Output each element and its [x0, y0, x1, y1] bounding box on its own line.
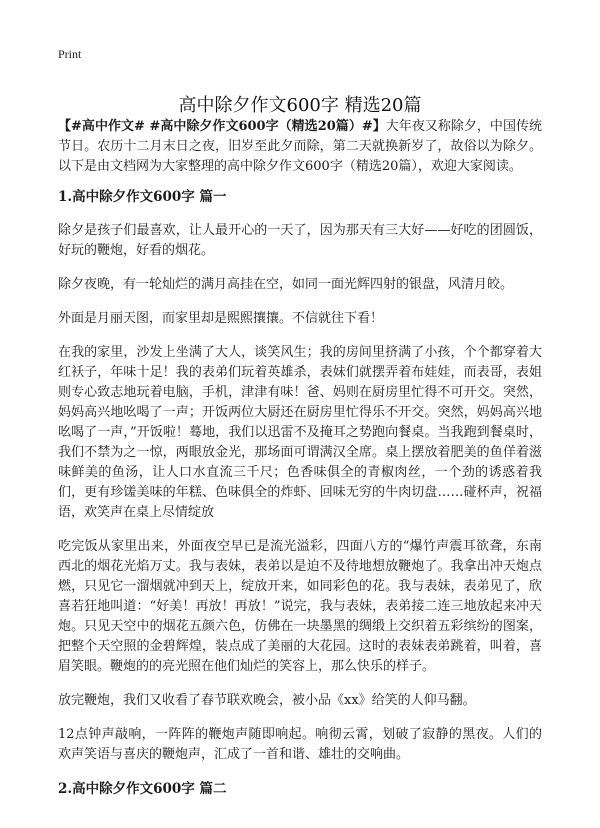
paragraph-1: 除夕是孩子们最喜欢，让人最开心的一天了，因为那天有三大好——好吃的团圆饭，好玩的鞭炮，好看的烟花。 [58, 223, 542, 258]
paragraph-6: 放完鞭炮，我们又收看了春节联欢晚会，被小品《xx》给笑的人仰马翻。 [58, 693, 476, 708]
page-title: 高中除夕作文600字 精选20篇 [178, 95, 422, 117]
paragraph-7: 12点钟声敲响，一阵阵的鞭炮声随即响起。响彻云霄，划破了寂静的黑夜。人们的欢声笑语与喜庆的鞭炮声，汇成了一首和谐、雄壮的交响曲。 [58, 727, 542, 762]
paragraph-5: 吃完饭从家里出来，外面夜空早已是流光溢彩，四面八方的“爆竹声震耳欲聋，东南西北的烟花光焰万丈。我与表妹，表弟以是迫不及待地想放鞭炮了。我拿出冲天炮点燃，只见它一溜烟就冲到天上，绽放开来，如同彩色的花。我与表妹，表弟见了，欣喜若狂地叫道：“好美！再放！再放！”说完，我与表妹，表弟接二连三地放起来冲天炮。只见天空中的烟花五颜六色，仿佛在一块墨黑的绸缎上交织着五彩缤纷的图案，把整个天空照的金碧辉煌，装点成了美丽的大花园。这时的表妹表弟跳着，叫着，喜眉笑眼。鞭炮的的亮光照在他们灿烂的笑容上，那么快乐的样子。 [58, 539, 542, 674]
section-heading-2: 2.高中除夕作文600字 篇二 [58, 781, 227, 797]
paragraph-2: 除夕夜晚，有一轮灿烂的满月高挂在空，如同一面光辉四射的银盘，风清月皎。 [58, 277, 514, 292]
section-heading-1: 1.高中除夕作文600字 篇一 [58, 189, 227, 205]
article-body [58, 117, 542, 799]
print-link[interactable]: Print [58, 47, 82, 61]
paragraph-3: 外面是月丽天图，而家里却是熙熙攘攘。不信就往下看！ [58, 311, 384, 326]
intro-paragraph [58, 117, 542, 177]
intro-tag: 【#高中作文# #高中除夕作文600字（精选20篇）#】 [58, 119, 386, 134]
paragraph-4: 在我的家里，沙发上坐满了大人，谈笑风生；我的房间里挤满了小孩，个个都穿着大红袄子，年味十足！我的表弟们玩着英雄杀，表妹们就摆弄着布娃娃，而表哥，表姐则专心致志地玩着电脑，手机，津津有味！爸、妈则在厨房里忙得不可开交。突然，妈妈高兴地吆喝了一声；开饭两位大厨还在厨房里忙得乐不开交。突然，妈妈高兴地吆喝了一声，”开饭啦！蓦地，我们以迅雷不及掩耳之势跑向餐桌。当我跑到餐桌时，我们不禁为之一惊，两眼放金光，那场面可谓满汉全席。桌上摆放着肥美的鱼佯着滋味鲜美的鱼汤，让人口水直流三千尺；色香味俱全的青椒肉丝，一个劲的诱惑着我们，更有珍馐美味的年糕、色味俱全的炸虾、回味无穷的牛肉切盘……碰杯声，祝福语，欢笑声在桌上尽情绽放 [58, 345, 542, 520]
intro-text: 大年夜又称除夕，中国传统节日。农历十二月末日之夜，旧岁至此夕而除，第二天就换新岁了，故俗以为除夕。以下是由文档网为大家整理的高中除夕作文600字（精选20篇），欢迎大家阅读。 [58, 119, 542, 174]
